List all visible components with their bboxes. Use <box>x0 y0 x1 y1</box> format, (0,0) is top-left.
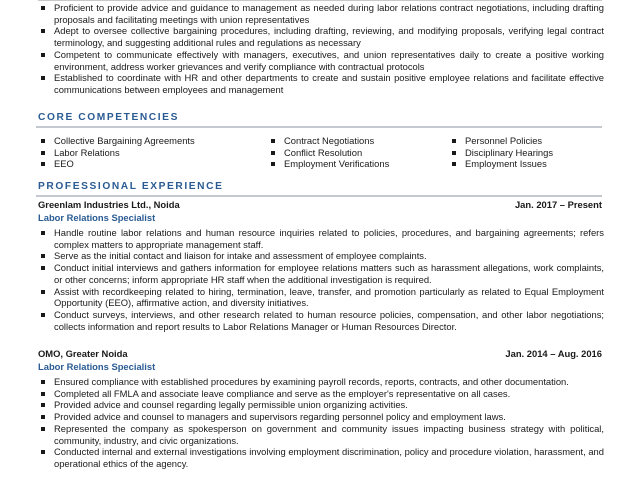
core-competencies-heading: CORE COMPETENCIES <box>38 112 179 123</box>
company-name: OMO, Greater Noida <box>38 348 128 359</box>
duty-item: Ensured compliance with established procedures by examining payroll records, reports, contracts, and other documentation. <box>38 376 604 388</box>
duty-item: Provided advice and counsel regarding legally permissible union organizing activities. <box>38 399 604 411</box>
duty-item: Assist with recordkeeping related to hiring, termination, leave, transfer, and promotion particularly as related to Equal Employment Opportunity (EEO), affirmative action, and diversity initiatives. <box>38 286 604 309</box>
top-divider <box>38 0 602 1</box>
competencies-column-3 <box>449 135 553 170</box>
section-divider <box>36 126 602 128</box>
job-header <box>38 348 602 360</box>
summary-item: Competent to communicate effectively with managers, executives, and union representatives daily to create a positive working environment, address worker grievances and verify compliance with contractual protocols <box>38 49 604 72</box>
section-divider <box>36 195 602 197</box>
competency-item: Employment Issues <box>449 158 553 170</box>
job-dates: Jan. 2014 – Aug. 2016 <box>505 348 602 359</box>
company-name: Greenlam Industries Ltd., Noida <box>38 199 180 210</box>
summary-item: Adept to oversee collective bargaining procedures, including drafting, reviewing, and modifying proposals, verifying legal contract terminology, and suggesting additional rules and regulations as necessary <box>38 25 604 48</box>
competency-item: Personnel Policies <box>449 135 553 147</box>
competency-item: Disciplinary Hearings <box>449 147 553 159</box>
competency-item: Conflict Resolution <box>268 147 389 159</box>
summary-item: Proficient to provide advice and guidance to management as needed during labor relations contract negotiations, including drafting proposals and facilitating meetings with union representatives <box>38 2 604 25</box>
competencies-column-1 <box>38 135 195 170</box>
summary-item: Established to coordinate with HR and other departments to create and sustain positive employee relations and facilitate effective communications between employees and management <box>38 72 604 95</box>
duty-item: Provided advice and counsel to managers and supervisors regarding personnel policy and employment laws. <box>38 411 604 423</box>
competency-item: Employment Verifications <box>268 158 389 170</box>
duty-list <box>38 376 604 470</box>
duty-item: Conduct surveys, interviews, and other research related to human resource policies, compensation, and other labor negotiations; collects information and report results to Labor Relations Manager or Human Resources Director. <box>38 309 604 332</box>
competency-item: Labor Relations <box>38 147 195 159</box>
duty-item: Serve as the initial contact and liaison for intake and assessment of employee complaints. <box>38 250 604 262</box>
job-duties <box>38 376 604 470</box>
duty-list <box>38 227 604 332</box>
summary-list <box>38 2 604 96</box>
job-title: Labor Relations Specialist <box>38 212 156 223</box>
job-duties <box>38 227 604 332</box>
competencies-column-2 <box>268 135 389 170</box>
duty-item: Represented the company as spokesperson on government and community issues impacting business strategy with political, community, industry, and civic organizations. <box>38 423 604 446</box>
competency-item: Contract Negotiations <box>268 135 389 147</box>
duty-item: Conduct initial interviews and gathers information for employee relations matters such as harassment allegations, work complaints, or other concerns; inform appropriate HR staff when the additional investigation is required. <box>38 262 604 285</box>
competency-item: Collective Bargaining Agreements <box>38 135 195 147</box>
competency-item: EEO <box>38 158 195 170</box>
summary-section <box>38 2 604 96</box>
professional-experience-heading: PROFESSIONAL EXPERIENCE <box>38 181 224 192</box>
duty-item: Completed all FMLA and associate leave compliance and serve as the employer's representative on all cases. <box>38 388 604 400</box>
duty-item: Handle routine labor relations and human resource inquiries related to policies, procedures, and bargaining agreements; refers complex matters to appropriate management staff. <box>38 227 604 250</box>
job-dates: Jan. 2017 – Present <box>514 199 602 210</box>
job-title: Labor Relations Specialist <box>38 361 156 372</box>
duty-item: Conducted internal and external investigations involving employment discrimination, policy and procedure violation, harassment, and operational ethics of the agency. <box>38 446 604 469</box>
job-header <box>38 199 602 211</box>
